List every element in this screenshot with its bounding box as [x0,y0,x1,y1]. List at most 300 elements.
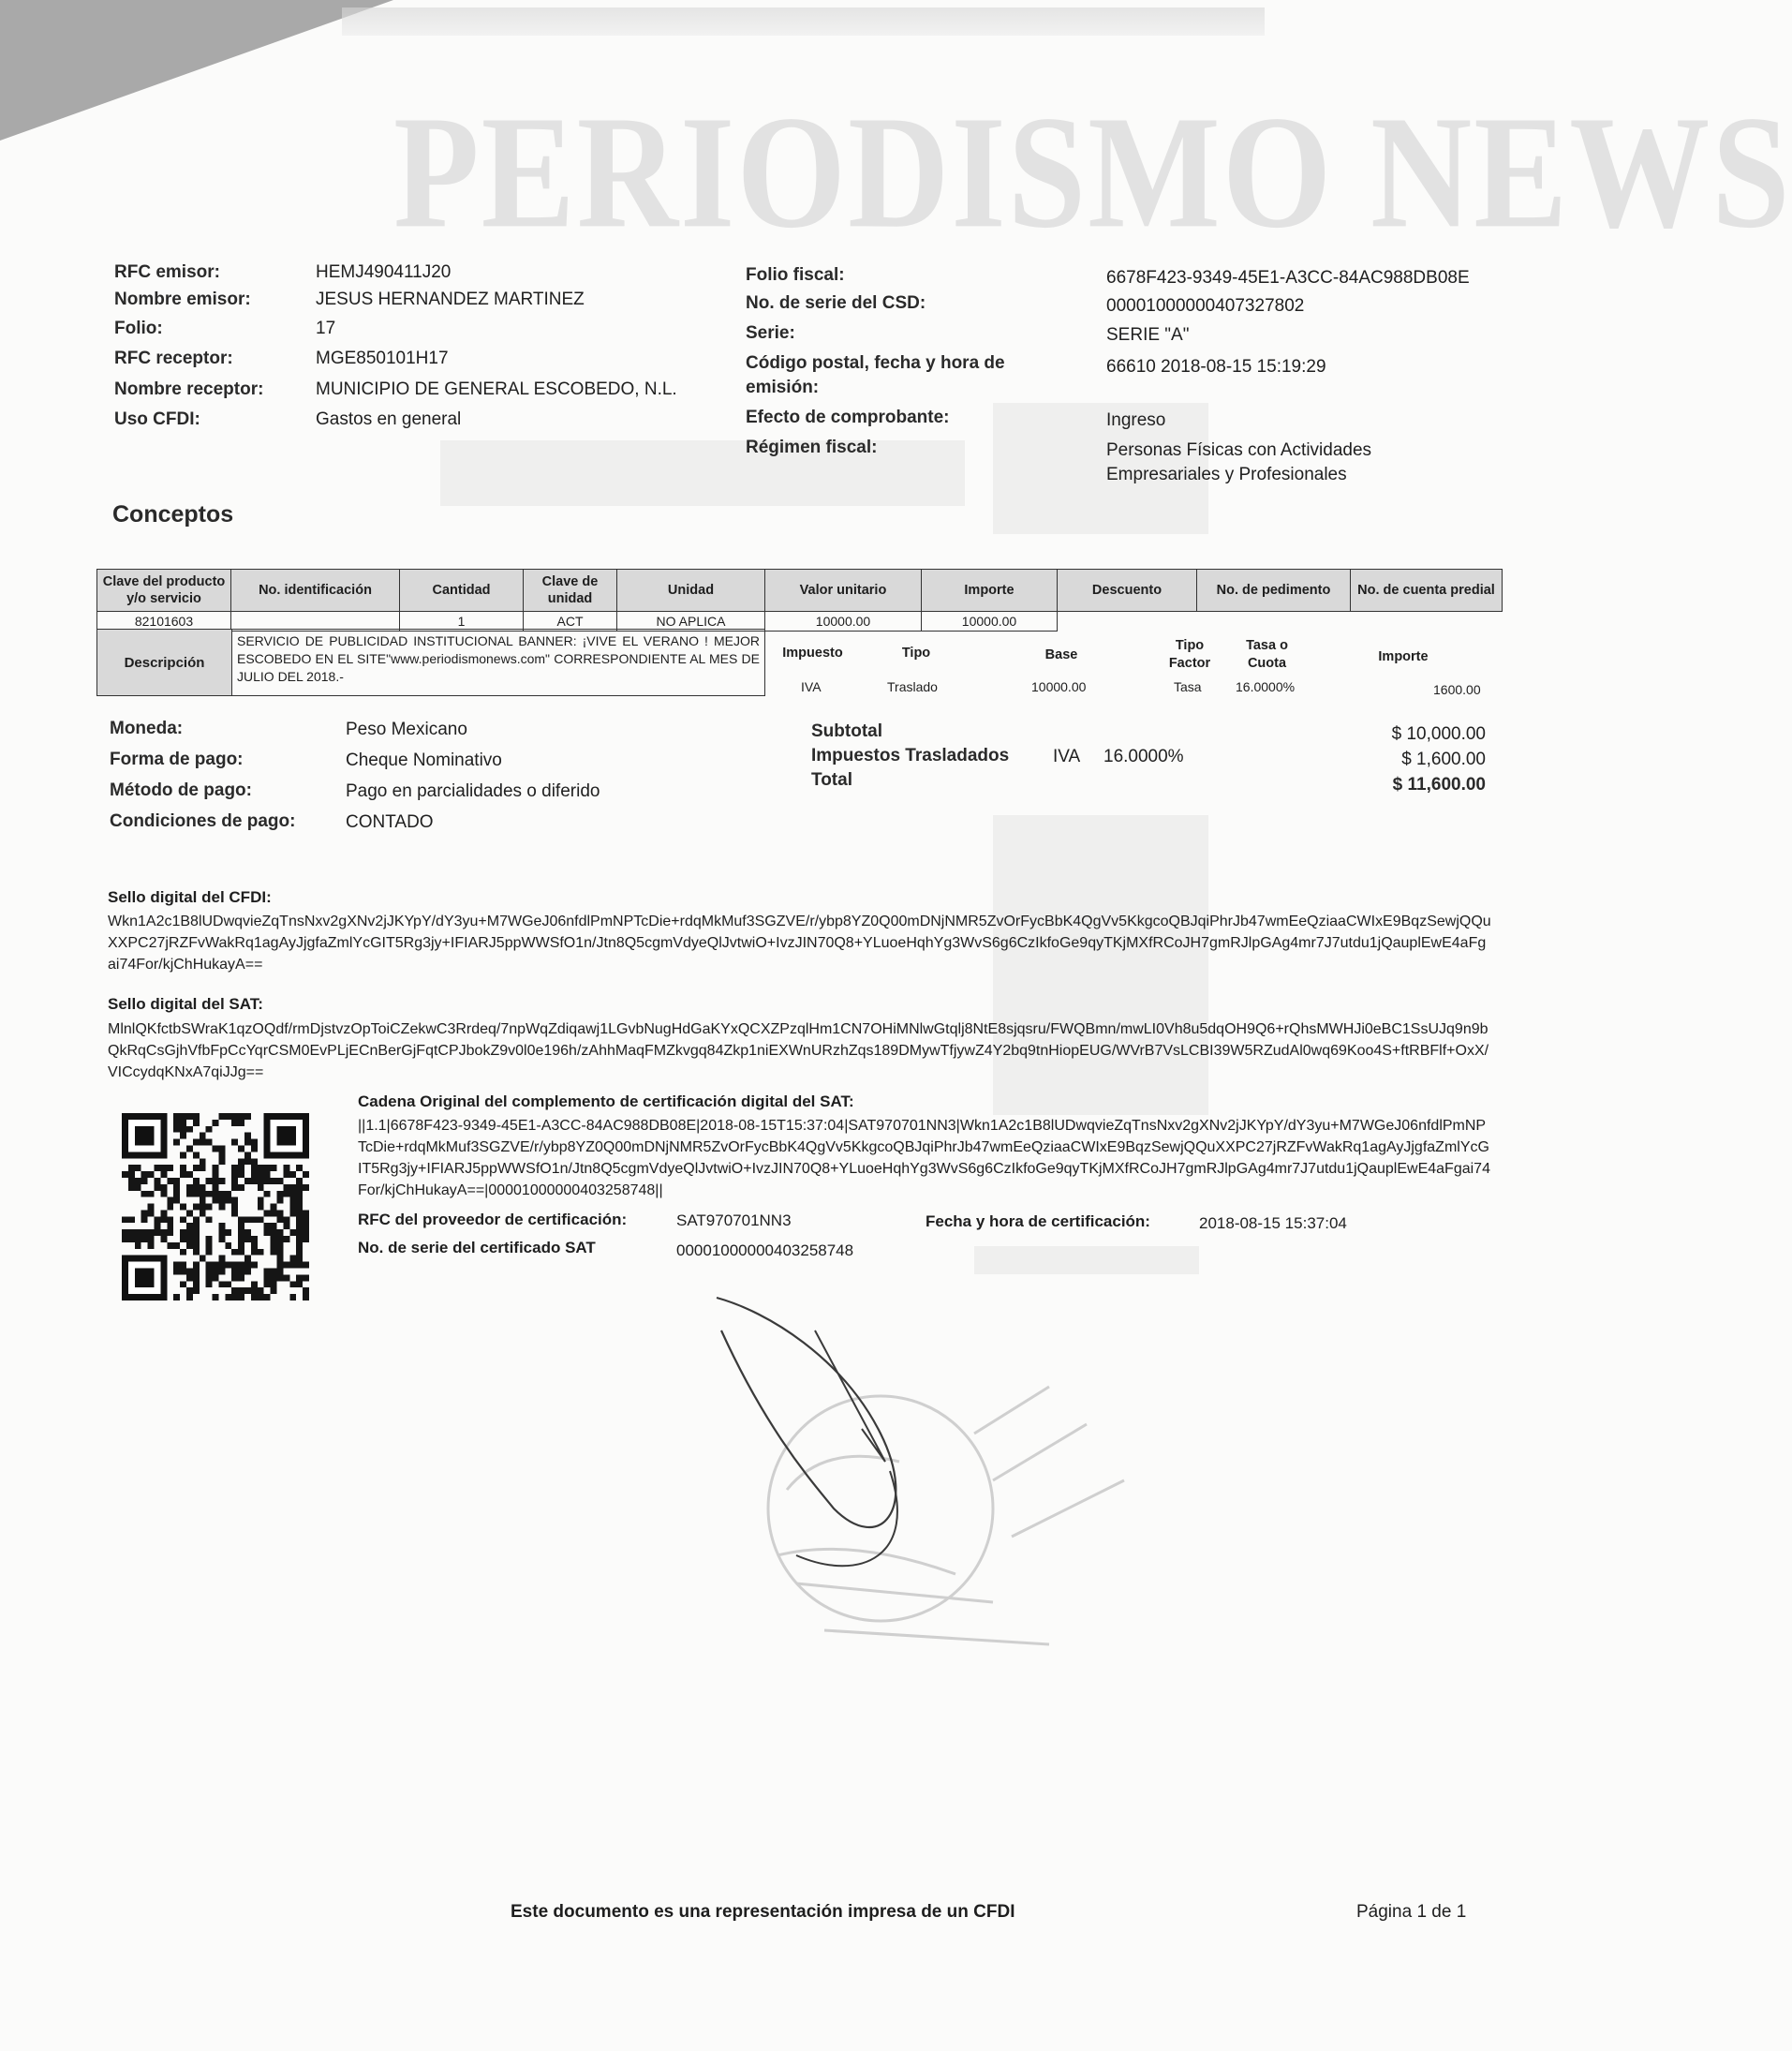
qr-module [289,1281,296,1287]
moneda-label: Moneda: [110,719,184,738]
qr-module [258,1165,264,1171]
qr-module [173,1178,180,1184]
qr-module [128,1178,135,1184]
bleed-through-block [974,1246,1199,1274]
qr-module [141,1229,148,1236]
qr-module [244,1216,251,1223]
qr-module [200,1210,206,1216]
qr-module [244,1158,251,1165]
qr-module [193,1242,200,1249]
qr-module [186,1191,193,1197]
qr-module [218,1158,225,1165]
qr-module [238,1145,244,1152]
qr-module [167,1165,173,1171]
qr-module [296,1249,303,1256]
qr-module [231,1294,238,1300]
qr-module [218,1113,225,1120]
qr-module [141,1236,148,1242]
qr-module [251,1294,258,1300]
qr-module [206,1262,213,1269]
regimen-label: Régimen fiscal: [746,438,878,457]
qr-module [277,1210,284,1216]
tax-tipo-factor: Tasa [1174,679,1202,694]
qr-module [283,1262,289,1269]
qr-module [200,1191,206,1197]
qr-module [186,1171,193,1178]
qr-module [238,1262,244,1269]
qr-module [251,1139,258,1146]
qr-module [258,1178,264,1184]
qr-module [277,1178,284,1184]
qr-module [218,1236,225,1242]
qr-module [218,1197,225,1204]
tax-header-tipo-factor: Tipo Factor [1168,638,1211,671]
qr-module [148,1210,155,1216]
qr-module [289,1197,296,1204]
folio-label: Folio: [114,319,163,338]
qr-module [167,1229,173,1236]
qr-module [231,1274,238,1281]
qr-module [148,1171,155,1178]
qr-module [218,1223,225,1229]
qr-module [167,1216,173,1223]
bleed-through-watermark: PERIODISMO NEWS [393,82,1792,262]
qr-module [193,1113,200,1120]
qr-module [264,1294,271,1300]
qr-module [238,1236,244,1242]
qr-module [238,1229,244,1236]
qr-module [167,1223,173,1229]
qr-module [200,1165,206,1171]
qr-module [193,1165,200,1171]
qr-module [154,1229,160,1236]
qr-module [251,1281,258,1287]
conceptos-table [96,569,1503,632]
qr-module [231,1178,238,1184]
qr-module [296,1184,303,1191]
total-label: Total [811,770,852,790]
qr-module [200,1204,206,1211]
tax-tipo: Traslado [887,679,938,694]
qr-module [251,1178,258,1184]
descripcion-text: SERVICIO DE PUBLICIDAD INSTITUCIONAL BANNER: ¡VIVE EL VERANO ! MEJOR ESCOBEDO EN EL SITE"www.periodismonews.com" CORRESPONDIENTE AL MES DE JULIO DEL 2018.- [237,633,760,684]
qr-module [258,1287,264,1294]
condiciones-pago-value: CONTADO [346,812,434,832]
table-cell [1058,612,1197,632]
col-header: Unidad [617,570,765,612]
qr-module [173,1120,180,1126]
qr-module [206,1139,213,1146]
qr-module [303,1223,309,1229]
qr-module [193,1287,200,1294]
qr-module [271,1236,277,1242]
qr-module [122,1229,128,1236]
qr-code [122,1113,309,1300]
qr-module [251,1145,258,1152]
qr-module [206,1216,213,1223]
moneda-value: Peso Mexicano [346,720,467,739]
qr-module [193,1281,200,1287]
qr-module [258,1249,264,1256]
qr-module [213,1274,219,1281]
impuestos-label: Impuestos Trasladados [811,746,1010,765]
qr-module [173,1242,180,1249]
qr-module [180,1126,186,1133]
qr-module [122,1171,128,1178]
qr-module [296,1256,303,1262]
total-value: $ 11,600.00 [1392,775,1486,795]
descripcion-box [96,629,765,696]
regimen-value-line2: Empresariales y Profesionales [1106,465,1347,484]
qr-module [135,1236,141,1242]
qr-module [264,1223,271,1229]
sello-sat-label: Sello digital del SAT: [108,995,263,1013]
uso-cfdi-label: Uso CFDI: [114,409,200,429]
qr-module [154,1184,160,1191]
forma-pago-value: Cheque Nominativo [346,751,502,770]
qr-module [271,1165,277,1171]
qr-module [186,1223,193,1229]
qr-module [213,1165,219,1171]
rfc-proveedor-value: SAT970701NN3 [676,1211,792,1229]
rfc-receptor-label: RFC receptor: [114,349,233,368]
qr-module [213,1269,219,1275]
qr-module [213,1294,219,1300]
qr-module [173,1139,180,1146]
qr-module [218,1256,225,1262]
table-cell [1351,612,1503,632]
efecto-label: Efecto de comprobante: [746,408,950,427]
qr-module [180,1281,186,1287]
serie-csd-label: No. de serie del CSD: [746,293,926,313]
qr-module [283,1165,289,1171]
qr-module [244,1287,251,1294]
nombre-receptor-label: Nombre receptor: [114,379,264,399]
qr-module [251,1158,258,1165]
tax-header-impuesto: Impuesto [782,646,843,661]
qr-module [180,1171,186,1178]
qr-module [238,1269,244,1275]
qr-module [148,1229,155,1236]
qr-module [238,1216,244,1223]
table-cell: NO APLICA [617,612,765,632]
qr-module [271,1269,277,1275]
qr-module [238,1113,244,1120]
table-cell [1197,612,1351,632]
qr-module [244,1113,251,1120]
qr-module [264,1171,271,1178]
qr-module [238,1294,244,1300]
qr-module [186,1210,193,1216]
qr-module [186,1236,193,1242]
folio-fiscal-value: 6678F423-9349-45E1-A3CC-84AC988DB08E [1106,268,1470,288]
qr-module [186,1126,193,1133]
uso-cfdi-value: Gastos en general [316,409,462,429]
qr-module [141,1216,148,1223]
qr-module [264,1178,271,1184]
qr-module [258,1216,264,1223]
col-header: Valor unitario [765,570,922,612]
qr-module [283,1171,289,1178]
qr-module [213,1145,219,1152]
seal-marks [778,1456,1049,1644]
qr-module [148,1236,155,1242]
qr-module [135,1165,141,1171]
qr-module [289,1171,296,1178]
qr-module [206,1281,213,1287]
qr-module [128,1171,135,1178]
qr-module [135,1229,141,1236]
qr-module [251,1287,258,1294]
qr-module [218,1262,225,1269]
qr-module [141,1191,148,1197]
qr-module [186,1145,193,1152]
qr-module [271,1229,277,1236]
col-header: Descuento [1058,570,1197,612]
qr-module [173,1126,180,1133]
qr-module [160,1191,167,1197]
forma-pago-label: Forma de pago: [110,750,244,769]
qr-module [238,1171,244,1178]
qr-module [277,1229,284,1236]
qr-finder [135,1269,155,1288]
qr-module [251,1216,258,1223]
sello-cfdi-label: Sello digital del CFDI: [108,888,272,906]
qr-module [141,1210,148,1216]
qr-module [180,1120,186,1126]
qr-module [303,1229,309,1236]
qr-module [200,1197,206,1204]
efecto-value: Ingreso [1106,410,1166,430]
qr-module [231,1184,238,1191]
qr-module [289,1294,296,1300]
qr-module [238,1223,244,1229]
qr-module [206,1178,213,1184]
qr-module [193,1216,200,1223]
qr-module [200,1133,206,1139]
qr-module [231,1120,238,1126]
qr-module [193,1178,200,1184]
qr-module [213,1197,219,1204]
qr-module [193,1191,200,1197]
qr-module [160,1216,167,1223]
qr-module [296,1281,303,1287]
qr-module [186,1242,193,1249]
qr-module [296,1197,303,1204]
rfc-emisor-value: HEMJ490411J20 [316,262,452,282]
qr-module [303,1262,309,1269]
serie-sat-label: No. de serie del certificado SAT [358,1239,596,1256]
qr-module [128,1165,135,1171]
qr-module [289,1210,296,1216]
qr-module [135,1178,141,1184]
qr-module [141,1178,148,1184]
metodo-pago-label: Método de pago: [110,780,252,800]
qr-module [251,1171,258,1178]
qr-module [206,1249,213,1256]
qr-module [225,1242,231,1249]
qr-module [251,1165,258,1171]
qr-module [160,1165,167,1171]
qr-module [244,1152,251,1158]
qr-module [200,1256,206,1262]
qr-module [180,1113,186,1120]
qr-module [231,1262,238,1269]
qr-module [303,1236,309,1242]
descripcion-label: Descripción [97,630,232,695]
conceptos-header-row [97,570,1503,612]
qr-module [264,1269,271,1275]
qr-module [128,1184,135,1191]
serie-value: SERIE "A" [1106,325,1190,345]
tax-header-tasa-cuota: Tasa o Cuota [1246,638,1288,671]
qr-module [303,1287,309,1294]
qr-module [154,1178,160,1184]
qr-module [180,1165,186,1171]
qr-module [238,1165,244,1171]
qr-module [167,1204,173,1211]
qr-module [180,1249,186,1256]
qr-module [186,1294,193,1300]
bleed-through-band [342,7,1265,36]
qr-module [264,1165,271,1171]
qr-module [173,1113,180,1120]
qr-module [258,1294,264,1300]
qr-module [296,1223,303,1229]
qr-module [148,1191,155,1197]
qr-module [180,1229,186,1236]
qr-module [264,1274,271,1281]
qr-module [206,1274,213,1281]
qr-module [206,1204,213,1211]
qr-module [277,1256,284,1262]
scan-fold-corner [0,0,393,141]
qr-module [271,1223,277,1229]
rfc-receptor-value: MGE850101H17 [316,349,449,368]
qr-module [303,1216,309,1223]
qr-module [160,1229,167,1236]
qr-module [238,1242,244,1249]
qr-module [231,1171,238,1178]
cp-fecha-label-line1: Código postal, fecha y hora de [746,353,1005,373]
col-header: No. de pedimento [1197,570,1351,612]
qr-module [251,1262,258,1269]
sello-sat-value: MlnlQKfctbSWraK1qzOQdf/rmDjstvzOpToiCZekwC3Rrdeq/7npWqZdiqawj1LGvbNugHdGaKYxQCXZPzqlHm1CN7OHiMNlwGtqlj8NtE8sjqsru/FWQBmn/mwLI0Vh8u5dqOH9Q6+rQhsMWHJi0eBC1SsUJq9n9bQkRqCsGjhVfbFpCcYqrCSM0EvPLjECnBerGjFqtCPJbokZ9v0l0e196h/zAhhMaqFMZkvgq84Zkp1niEXWnURzhZqs189DMywTfjywZ4Y2bq9tnHiopEUG/WVrB7VsLCBI39W5RZudAl0wq69Koo4S+ftRBFlf+OxX/VICcydqKNxA7qiJJg== [108,1021,1489,1080]
qr-module [200,1158,206,1165]
qr-module [271,1281,277,1287]
qr-module [186,1287,193,1294]
qr-module [231,1249,238,1256]
table-cell: 82101603 [97,612,231,632]
qr-module [231,1139,238,1146]
nombre-emisor-value: JESUS HERNANDEZ MARTINEZ [316,290,585,309]
qr-module [283,1191,289,1197]
qr-module [225,1281,231,1287]
qr-module [271,1204,277,1211]
qr-module [251,1242,258,1249]
subtotal-label: Subtotal [811,721,882,741]
footer-note: Este documento es una representación impresa de un CFDI [511,1902,1015,1922]
qr-module [200,1139,206,1146]
qr-module [193,1269,200,1275]
qr-module [180,1262,186,1269]
qr-module [122,1236,128,1242]
table-cell: 1 [400,612,524,632]
seal-imprint [768,1387,1124,1644]
qr-module [296,1178,303,1184]
qr-module [277,1197,284,1204]
impuestos-value: $ 1,600.00 [1401,750,1486,769]
tax-header-base: Base [1044,647,1078,662]
signature-stroke [815,1330,885,1462]
fecha-certificacion-label: Fecha y hora de certificación: [926,1212,1150,1230]
qr-module [148,1242,155,1249]
tax-importe: 1600.00 [1433,682,1481,697]
qr-module [206,1191,213,1197]
folio-fiscal-label: Folio fiscal: [746,265,845,285]
qr-module [296,1274,303,1281]
qr-module [277,1269,284,1275]
qr-module [289,1184,296,1191]
qr-module [218,1269,225,1275]
qr-module [271,1287,277,1294]
qr-module [244,1269,251,1275]
col-header: No. identificación [231,570,400,612]
qr-module [193,1223,200,1229]
qr-module [238,1184,244,1191]
regimen-value-line1: Personas Físicas con Actividades [1106,440,1372,460]
col-header: Clave de unidad [524,570,617,612]
qr-module [206,1126,213,1133]
qr-module [277,1216,284,1223]
col-header: Cantidad [400,570,524,612]
qr-module [264,1229,271,1236]
qr-finder [135,1126,155,1146]
qr-module [213,1262,219,1269]
qr-module [225,1191,231,1197]
qr-module [193,1184,200,1191]
qr-module [289,1191,296,1197]
qr-module [277,1262,284,1269]
seal-marks [974,1387,1124,1537]
condiciones-pago-label: Condiciones de pago: [110,811,296,831]
signature-stroke [717,1298,896,1527]
qr-module [296,1191,303,1197]
signature-stroke [796,1471,897,1566]
serie-csd-value: 00001000000407327802 [1106,296,1305,316]
qr-module [193,1152,200,1158]
qr-module [271,1178,277,1184]
qr-module [258,1197,264,1204]
qr-module [225,1294,231,1300]
qr-module [244,1256,251,1262]
qr-module [154,1223,160,1229]
qr-module [258,1204,264,1211]
serie-label: Serie: [746,323,795,343]
sello-cfdi-value: Wkn1A2c1B8lUDwqvieZqTnsNxv2gXNv2jJKYpY/dY3yu+M7WGeJ06nfdlPmNPTcDie+rdqMkMuf3SGZVE/r/ybp8YZ0Q00mDNjNMR5ZvOrFycBbK4QgVv5KkgcoQBJqiPhrJb47wmEeQziaaCWIxE9BqzSewjQQuXXPC27jRZFvWakRq1agAyJjgfaZmlYcGIT5Rg3jy+IFIARJ5ppWWSfO1n/Jtn8Q5cgmVdyeQlJvtwiO+IvzJIN70Q8+YLuoeHqhYg3WvS6g6CzIkfoGe9qyTKjMXfRCoJH7gmRJlpGAg4mr7J7utdu1jQauplEwE4aFgai74For/kjChHukayA== [108,914,1491,973]
qr-module [154,1165,160,1171]
qr-module [277,1191,284,1197]
qr-module [231,1287,238,1294]
qr-module [173,1197,180,1204]
qr-module [289,1256,296,1262]
nombre-receptor-value: MUNICIPIO DE GENERAL ESCOBEDO, N.L. [316,379,677,399]
qr-module [238,1287,244,1294]
qr-module [128,1216,135,1223]
qr-module [186,1113,193,1120]
rfc-proveedor-label: RFC del proveedor de certificación: [358,1211,628,1228]
qr-module [160,1184,167,1191]
